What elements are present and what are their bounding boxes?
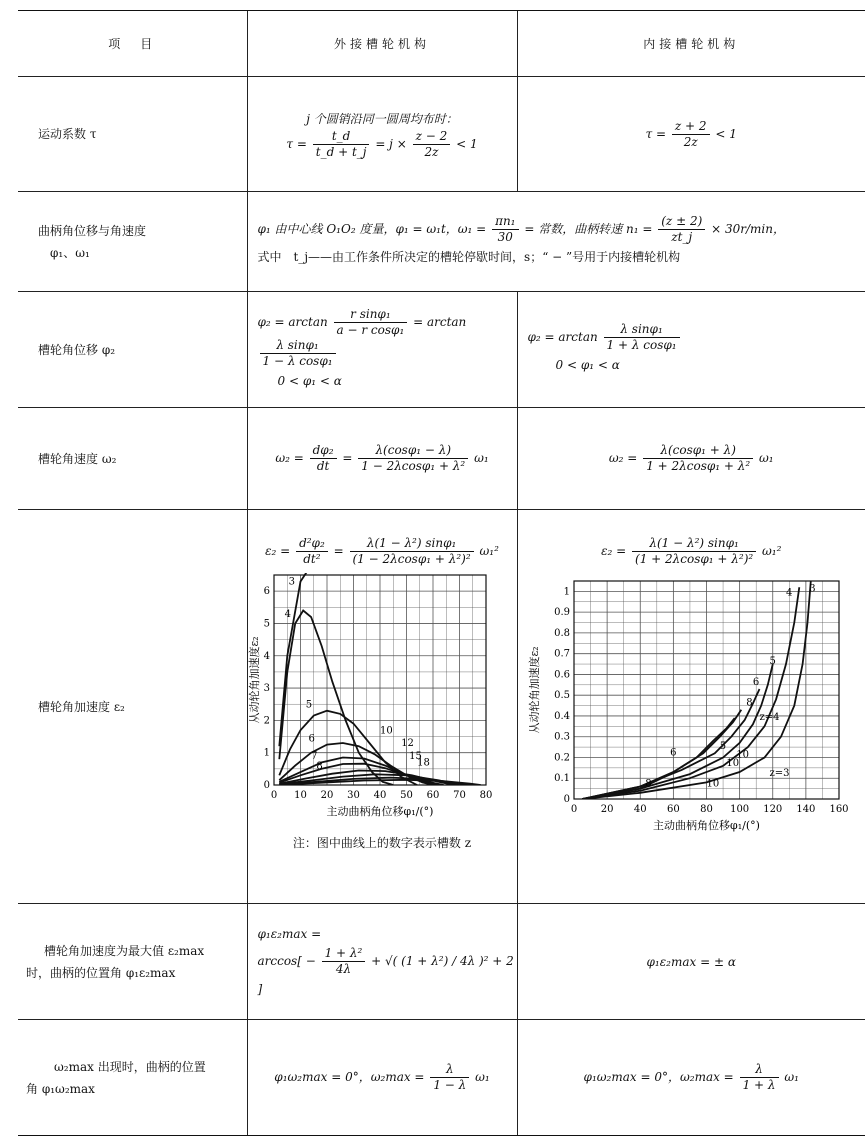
numerator: λ — [740, 1062, 779, 1078]
row-label: 槽轮角速度 ω₂ — [18, 408, 247, 510]
fraction — [260, 338, 336, 369]
formula-part: ε₂ = — [265, 544, 291, 558]
fraction — [604, 322, 680, 353]
fraction — [358, 443, 468, 474]
x-tick-label: 160 — [828, 804, 849, 815]
x-tick-label: 60 — [666, 804, 680, 815]
numerator: λ — [430, 1062, 469, 1078]
series-label-8: 8 — [745, 697, 753, 709]
formula-part: < 1 — [456, 136, 478, 151]
table-row — [18, 408, 865, 510]
row-label-line: φ₁、ω₁ — [50, 245, 90, 260]
ext-formula — [258, 946, 517, 1001]
row-label-line: 曲柄角位移与角速度 — [38, 223, 147, 238]
x-tick-label: 20 — [320, 790, 333, 801]
numerator: λ(cosφ₁ − λ) — [358, 443, 468, 459]
y-tick-label: 3 — [263, 683, 270, 695]
fraction — [658, 214, 705, 245]
x-tick-label: 20 — [600, 804, 613, 815]
numerator: d²φ₂ — [296, 536, 328, 552]
fraction — [672, 119, 710, 150]
x-tick-label: 100 — [729, 804, 749, 815]
fraction — [310, 443, 337, 474]
header-internal: 内接槽轮机构 — [517, 11, 865, 77]
series-label-5: 5 — [768, 656, 776, 668]
numerator: z − 2 — [413, 129, 451, 145]
chart-annotation: 10 — [725, 757, 739, 769]
ext-cell — [247, 408, 517, 510]
x-tick-label: 40 — [373, 790, 386, 801]
ext-cell — [247, 904, 517, 1020]
denominator: dt² — [303, 552, 321, 566]
row-label — [18, 192, 247, 292]
numerator: (z ± 2) — [658, 214, 705, 230]
y-tick-label: 0 — [263, 780, 270, 791]
denominator: 1 − λ cosφ₁ — [262, 353, 333, 368]
formula-part: ω₁ — [759, 451, 774, 465]
formula-part: = 常数，曲柄转速 n₁ = — [524, 222, 653, 236]
x-axis-label: 主动曲柄角位移φ₁/(°) — [652, 819, 760, 832]
series-label-18: 18 — [416, 757, 430, 769]
denominator: zt_j — [671, 230, 693, 244]
formula-part: ω₂ = — [608, 451, 638, 465]
int-formula — [528, 322, 865, 353]
ext-cell — [247, 1020, 517, 1136]
denominator: 2z — [683, 134, 698, 149]
ext-formula — [248, 536, 517, 567]
y-tick-label: 0.4 — [553, 710, 570, 722]
series-label-15: 15 — [408, 751, 422, 763]
series-line-4 — [582, 587, 799, 799]
x-tick-label: 0 — [270, 790, 277, 801]
table-row — [18, 292, 865, 408]
series-label-4: 4 — [785, 587, 792, 599]
fraction — [350, 536, 474, 567]
series-label-10: 10 — [735, 749, 749, 761]
y-axis-label: 从动轮角加速度ε₂ — [527, 646, 541, 734]
denominator: 1 + λ cosφ₁ — [606, 338, 677, 352]
y-tick-label: 0.7 — [553, 648, 570, 660]
ext-note: j 个圆销沿同一圆周均布时： — [306, 111, 458, 126]
formula-part: ω₁ — [474, 451, 489, 465]
table-row — [18, 192, 865, 292]
fraction — [740, 1062, 779, 1093]
int-cell — [517, 292, 865, 408]
fraction — [322, 946, 366, 977]
numerator: 1 + λ² — [322, 946, 366, 962]
denominator: 4λ — [335, 962, 352, 976]
series-label-5: 5 — [305, 699, 312, 711]
fraction — [632, 536, 756, 567]
formula-part: < 1 — [715, 126, 737, 141]
denominator: 2z — [424, 144, 439, 159]
formula-part: ε₂ = — [601, 544, 627, 558]
y-tick-label: 2 — [263, 715, 270, 727]
denominator: 1 − λ — [433, 1078, 467, 1092]
numerator: z + 2 — [672, 119, 710, 135]
ext-formula — [258, 307, 517, 369]
x-tick-label: 120 — [762, 804, 782, 815]
denominator: (1 + 2λcosφ₁ + λ²)² — [635, 552, 754, 566]
header-item: 项 目 — [18, 11, 247, 77]
formula-part: τ = — [645, 126, 667, 141]
denominator: 1 − 2λcosφ₁ + λ² — [361, 459, 466, 473]
table-row — [18, 904, 865, 1020]
span-cell — [247, 192, 865, 292]
denominator: t_d + t_j — [315, 144, 367, 159]
series-label-8: 8 — [315, 760, 323, 772]
numerator: λ(1 − λ²) sinφ₁ — [350, 536, 474, 552]
row-label-line: 时，曲柄的位置角 φ₁ε₂max — [26, 965, 176, 980]
numerator: λ sinφ₁ — [260, 338, 336, 354]
fraction — [413, 129, 451, 160]
formula-part: ω₁² — [479, 544, 499, 558]
formula-part: φ₁ 由中心线 O₁O₂ 度量，φ₁ = ω₁t，ω₁ = — [257, 222, 487, 236]
fraction — [334, 307, 408, 338]
fraction — [313, 129, 370, 160]
range-text: 0 < φ₁ < α — [555, 358, 620, 372]
denominator: dt — [316, 459, 330, 473]
ext-cell — [247, 510, 517, 904]
y-tick-label: 1 — [263, 747, 270, 759]
chart-annotation: 10 — [706, 778, 719, 790]
formula-part: φ₂ = arctan — [257, 314, 328, 329]
formula-part: φ₁ω₂max = 0°，ω₂max = — [583, 1070, 734, 1084]
series-label-7: 7 — [310, 751, 317, 763]
formula-part: = j × — [375, 136, 407, 151]
y-tick-label: 0.6 — [553, 669, 570, 681]
x-tick-label: 80 — [699, 804, 713, 815]
int-cell — [517, 77, 865, 192]
series-label-4: 4 — [284, 609, 291, 620]
ext-cell — [247, 292, 517, 408]
formula-part: φ₁ε₂max = — [257, 927, 322, 941]
row-label-line: ω₂max 出现时，曲柄的位置 — [54, 1059, 206, 1074]
ext-cell — [247, 77, 517, 192]
y-tick-label: 1 — [563, 586, 570, 598]
denominator: 1 + λ — [742, 1078, 776, 1092]
fraction — [492, 214, 518, 245]
ext-formula — [248, 129, 517, 160]
int-cell: φ₁ε₂max = ± α — [517, 904, 865, 1020]
numerator: λ(1 − λ²) sinφ₁ — [632, 536, 756, 552]
row-label-line: 角 φ₁ω₂max — [26, 1081, 95, 1096]
series-label-3: 3 — [808, 583, 816, 595]
series-line-3 — [582, 581, 811, 799]
row-label: 运动系数 τ — [18, 77, 247, 192]
numerator: dφ₂ — [310, 443, 337, 459]
x-tick-label: 0 — [570, 804, 577, 815]
formula-part: × 30r/min， — [711, 222, 785, 236]
series-label-6: 6 — [752, 676, 759, 688]
series-label-6: 6 — [307, 733, 315, 745]
x-tick-label: 50 — [399, 790, 413, 801]
row-label: 槽轮角位移 φ₂ — [18, 292, 247, 408]
denominator: a − r cosφ₁ — [336, 322, 405, 337]
crank-line-2: 式中 t_j——由工作条件所决定的槽轮停歇时间，s；“ − ”号用于内接槽轮机构 — [257, 250, 681, 264]
y-tick-label: 0.9 — [553, 607, 570, 619]
row-label — [18, 1020, 247, 1136]
int-acceleration-chart — [518, 567, 864, 857]
y-tick-label: 5 — [263, 618, 270, 630]
y-tick-label: 0 — [563, 794, 570, 805]
chart-note: 注：图中曲线上的数字表示槽数 z — [292, 836, 472, 850]
numerator: t_d — [313, 129, 370, 145]
numerator: λ sinφ₁ — [604, 322, 680, 338]
formula-part: = — [342, 451, 353, 465]
int-cell — [517, 408, 865, 510]
chart-annotation: 5 — [719, 741, 726, 753]
series-label-3: 3 — [288, 576, 295, 588]
int-cell — [517, 510, 865, 904]
row-label: 槽轮角加速度 ε₂ — [18, 510, 247, 904]
x-tick-label: 10 — [293, 790, 307, 801]
formula-part: φ₂ = arctan — [527, 330, 598, 344]
crank-line-1 — [258, 214, 865, 245]
x-tick-label: 60 — [426, 790, 439, 801]
y-tick-label: 0.2 — [553, 752, 570, 764]
table-header-row — [18, 11, 865, 77]
y-tick-label: 0.1 — [553, 773, 570, 785]
denominator: (1 − 2λcosφ₁ + λ²)² — [352, 552, 471, 566]
formula-part: ω₁ — [784, 1070, 799, 1084]
series-label-12: 12 — [400, 738, 414, 750]
fraction — [643, 443, 753, 474]
x-tick-label: 40 — [633, 804, 647, 815]
numerator: πn₁ — [492, 214, 518, 230]
chart-annotation: 6 — [669, 747, 676, 759]
table-row — [18, 510, 865, 904]
y-tick-label: 0.3 — [553, 731, 570, 743]
formula-part: φ₁ω₂max = 0°，ω₂max = — [274, 1070, 425, 1084]
y-axis-label: 从动轮角加速度ε₂ — [247, 636, 261, 724]
y-tick-label: 0.8 — [553, 627, 570, 639]
row-label — [18, 904, 247, 1020]
header-external: 外接槽轮机构 — [247, 11, 517, 77]
formula-part: = — [333, 544, 344, 558]
denominator: 30 — [497, 230, 513, 244]
formula-part: ω₂ = — [275, 451, 304, 465]
int-cell — [517, 1020, 865, 1136]
fraction — [430, 1062, 469, 1093]
mechanism-table — [18, 10, 865, 1136]
x-tick-label: 30 — [346, 790, 360, 801]
y-tick-label: 6 — [263, 586, 270, 598]
denominator: 1 + 2λcosφ₁ + λ² — [646, 459, 751, 473]
chart-annotation: 8 — [644, 778, 652, 790]
chart-annotation: z=4 — [759, 712, 780, 724]
chart-annotation: z=3 — [768, 768, 789, 780]
ext-acceleration-chart — [248, 567, 516, 829]
x-tick-label: 140 — [795, 804, 815, 815]
y-tick-label: 4 — [263, 650, 270, 662]
y-tick-label: 0.5 — [553, 690, 570, 702]
x-axis-label: 主动曲柄角位移φ₁/(°) — [326, 805, 433, 818]
numerator: r sinφ₁ — [334, 307, 408, 323]
formula-part: + √( (1 + λ²) / 4λ )² + 2 ] — [257, 954, 514, 996]
table-row — [18, 1020, 865, 1136]
formula-part: = arctan — [413, 314, 467, 329]
formula-part: ω₁² — [762, 544, 782, 558]
table-row — [18, 77, 865, 192]
range-text: 0 < φ₁ < α — [277, 373, 342, 388]
x-tick-label: 70 — [452, 790, 466, 801]
formula-part: τ = — [286, 136, 307, 151]
formula-part: ω₁ — [475, 1070, 490, 1084]
numerator: λ(cosφ₁ + λ) — [643, 443, 753, 459]
x-tick-label: 80 — [479, 790, 492, 801]
series-line-5 — [279, 711, 417, 785]
fraction — [296, 536, 328, 567]
int-formula — [518, 536, 865, 567]
formula-part: arccos[ − — [257, 954, 316, 968]
series-line-5 — [582, 664, 773, 799]
row-label-line: 槽轮角加速度为最大值 ε₂max — [44, 943, 205, 958]
series-label-10: 10 — [379, 725, 393, 737]
